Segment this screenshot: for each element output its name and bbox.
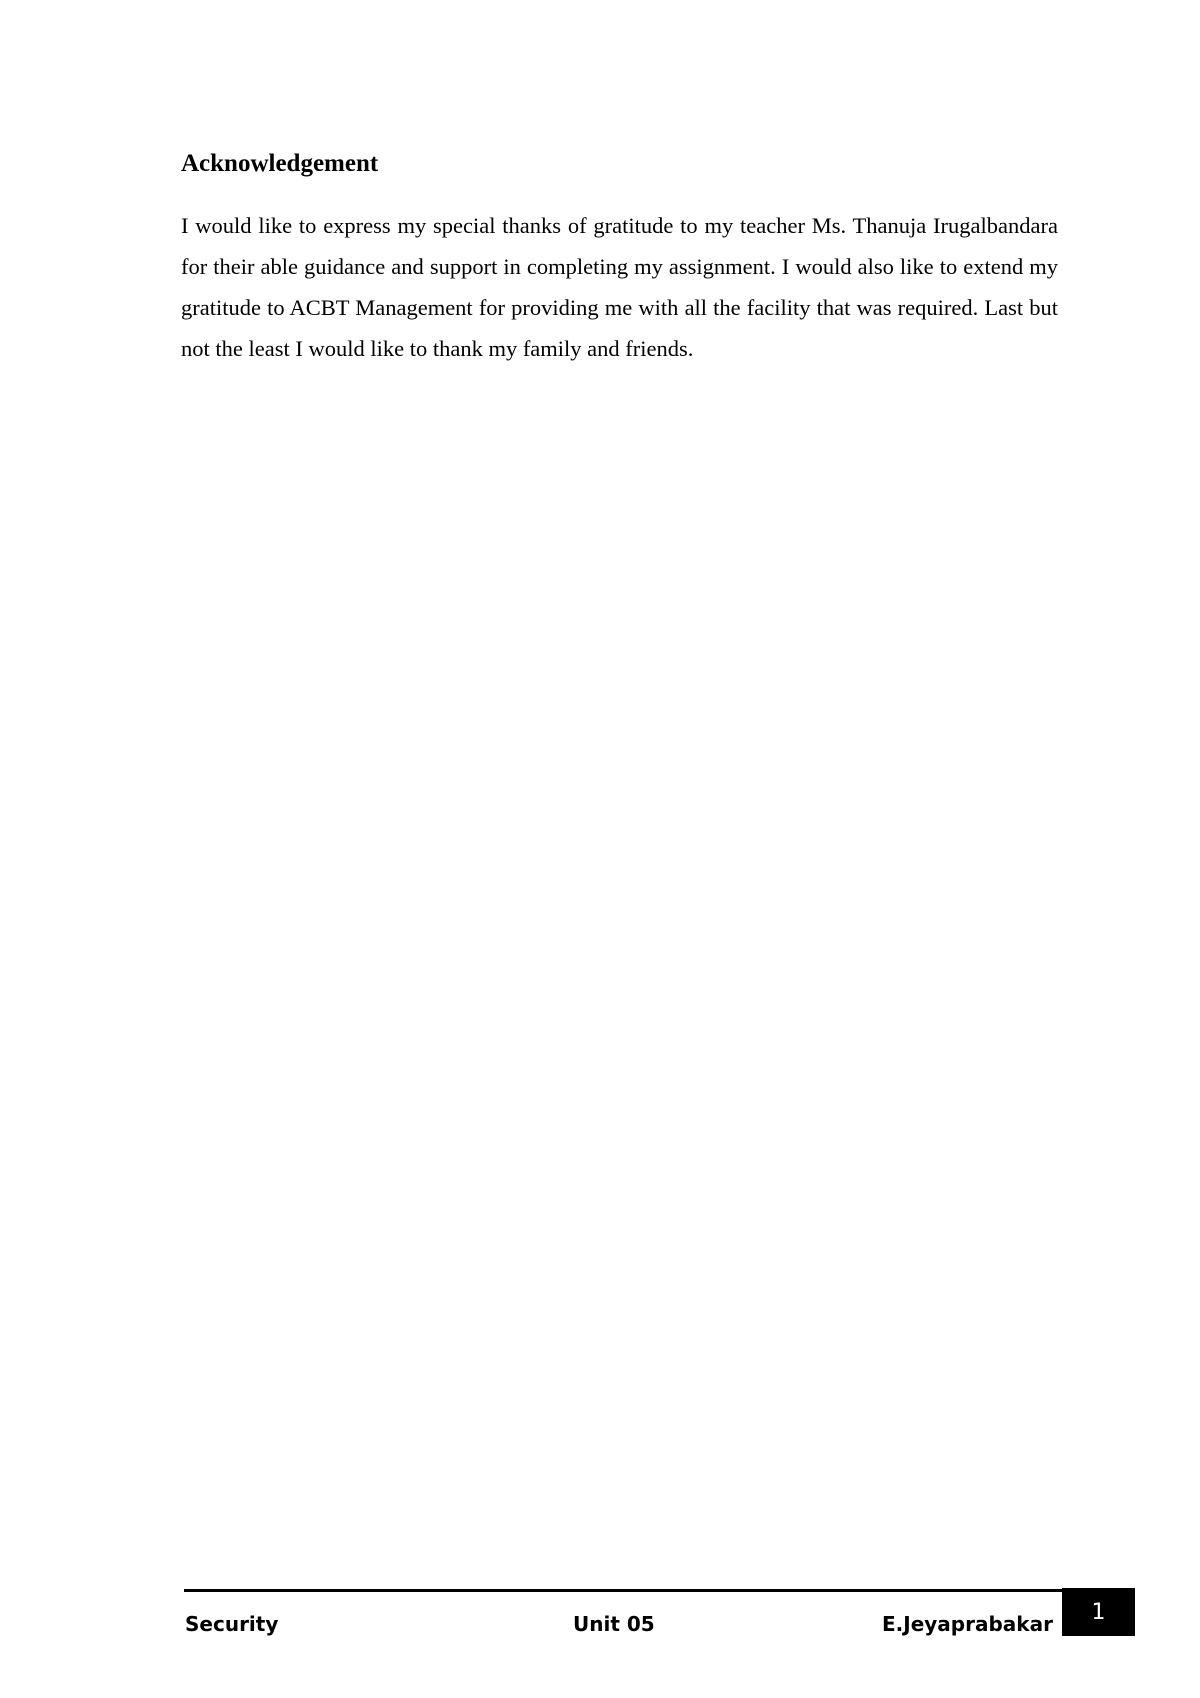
- footer-divider: [184, 1589, 1062, 1592]
- acknowledgement-paragraph: I would like to express my special thanks of gratitude to my teacher Ms. Thanuja Irugalbandara for their able guidance and support in completing my assignment. I would also like to extend my gratitude to ACBT Management for providing me with all the facility that was required. Last but not the least I would like to thank my family and friends.: [181, 213, 1058, 361]
- footer-subject: Security: [185, 1612, 279, 1636]
- page-title: Acknowledgement: [181, 150, 379, 177]
- page-number: 1: [1091, 1599, 1106, 1625]
- page-number-box: [1062, 1588, 1135, 1636]
- footer-unit: Unit 05: [573, 1612, 655, 1636]
- footer-author: E.Jeyaprabakar: [882, 1612, 1053, 1636]
